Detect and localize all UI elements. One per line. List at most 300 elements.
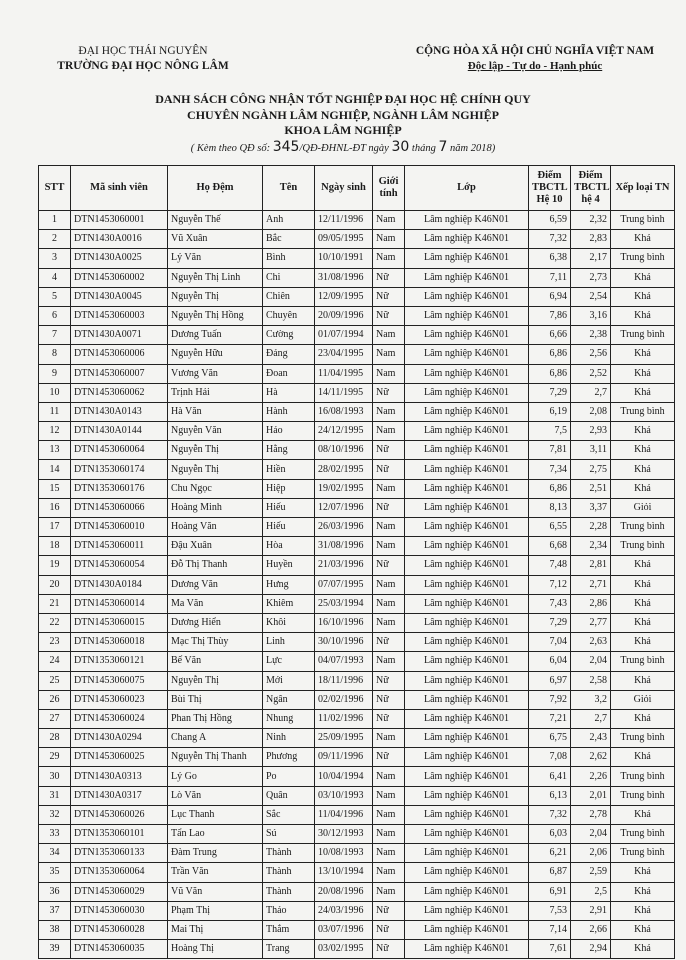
cell-stt: 38 — [39, 920, 71, 939]
cell-rank: Giỏi — [611, 498, 675, 517]
cell-class: Lâm nghiệp K46N01 — [405, 882, 529, 901]
table-row — [39, 613, 675, 632]
cell-name: Cường — [263, 326, 315, 345]
cell-rank: Khá — [611, 748, 675, 767]
cell-student-id: DTN1453060015 — [71, 613, 168, 632]
cell-student-id: DTN1453060054 — [71, 556, 168, 575]
cell-gpa10: 6,21 — [529, 844, 571, 863]
cell-class: Lâm nghiệp K46N01 — [405, 940, 529, 959]
cell-class: Lâm nghiệp K46N01 — [405, 306, 529, 325]
cell-gpa10: 7,08 — [529, 748, 571, 767]
table-row — [39, 920, 675, 939]
cell-dob: 04/07/1993 — [315, 652, 373, 671]
table-row — [39, 556, 675, 575]
cell-gpa10: 6,59 — [529, 211, 571, 230]
cell-dob: 12/07/1996 — [315, 498, 373, 517]
table-row — [39, 230, 675, 249]
cell-dob: 20/08/1996 — [315, 882, 373, 901]
cell-name: Thắm — [263, 920, 315, 939]
cell-dob: 28/02/1995 — [315, 460, 373, 479]
cell-gpa10: 7,61 — [529, 940, 571, 959]
cell-gender: Nữ — [373, 690, 405, 709]
cell-gpa4: 2,32 — [571, 211, 611, 230]
cell-class: Lâm nghiệp K46N01 — [405, 287, 529, 306]
table-row — [39, 537, 675, 556]
cell-gpa4: 2,66 — [571, 920, 611, 939]
cell-student-id: DTN1453060007 — [71, 364, 168, 383]
col-rank: Xếp loại TN — [611, 166, 675, 211]
cell-student-id: DTN1453060062 — [71, 383, 168, 402]
cell-student-id: DTN1353060101 — [71, 825, 168, 844]
cell-dob: 11/04/1995 — [315, 364, 373, 383]
cell-student-id: DTN1430A0144 — [71, 422, 168, 441]
cell-student-id: DTN1430A0016 — [71, 230, 168, 249]
cell-class: Lâm nghiệp K46N01 — [405, 767, 529, 786]
cell-gpa4: 3,11 — [571, 441, 611, 460]
cell-dob: 03/02/1995 — [315, 940, 373, 959]
cell-dob: 16/10/1996 — [315, 613, 373, 632]
cell-surname: Trịnh Hải — [168, 383, 263, 402]
cell-gpa4: 2,54 — [571, 287, 611, 306]
cell-gender: Nữ — [373, 633, 405, 652]
cell-rank: Khá — [611, 422, 675, 441]
cell-stt: 26 — [39, 690, 71, 709]
cell-gender: Nữ — [373, 901, 405, 920]
cell-dob: 11/02/1996 — [315, 709, 373, 728]
cell-rank: Khá — [611, 460, 675, 479]
cell-gender: Nam — [373, 230, 405, 249]
cell-gpa4: 2,26 — [571, 767, 611, 786]
table-row — [39, 882, 675, 901]
table-row — [39, 671, 675, 690]
cell-dob: 30/10/1996 — [315, 633, 373, 652]
cell-gpa4: 2,43 — [571, 729, 611, 748]
cell-name: Hảo — [263, 422, 315, 441]
cell-gpa10: 7,14 — [529, 920, 571, 939]
cell-gpa10: 6,04 — [529, 652, 571, 671]
cell-gender: Nam — [373, 882, 405, 901]
cell-surname: Bế Văn — [168, 652, 263, 671]
note-mid-1: /QĐ-ĐHNL-ĐT ngày — [299, 142, 389, 154]
cell-dob: 08/10/1996 — [315, 441, 373, 460]
cell-dob: 09/11/1996 — [315, 748, 373, 767]
cell-surname: Trần Văn — [168, 863, 263, 882]
cell-gpa10: 7,81 — [529, 441, 571, 460]
cell-class: Lâm nghiệp K46N01 — [405, 230, 529, 249]
cell-surname: Vũ Xuân — [168, 230, 263, 249]
table-row — [39, 306, 675, 325]
cell-rank: Khá — [611, 633, 675, 652]
title-line-1: DANH SÁCH CÔNG NHẬN TỐT NGHIỆP ĐẠI HỌC HỆ CHÍNH QUY — [155, 92, 531, 106]
cell-dob: 19/02/1995 — [315, 479, 373, 498]
cell-name: Hiếu — [263, 498, 315, 517]
col-gpa4: Điểm TBCTL hệ 4 — [571, 166, 611, 211]
cell-stt: 13 — [39, 441, 71, 460]
cell-rank: Trung bình — [611, 402, 675, 421]
cell-gpa10: 7,29 — [529, 613, 571, 632]
cell-gpa10: 7,48 — [529, 556, 571, 575]
cell-rank: Trung bình — [611, 249, 675, 268]
cell-class: Lâm nghiệp K46N01 — [405, 479, 529, 498]
table-row — [39, 709, 675, 728]
cell-surname: Dương Văn — [168, 575, 263, 594]
cell-student-id: DTN1453060075 — [71, 671, 168, 690]
cell-rank: Trung bình — [611, 518, 675, 537]
cell-surname: Đàm Trung — [168, 844, 263, 863]
graduates-table — [38, 165, 675, 959]
table-row — [39, 345, 675, 364]
table-row — [39, 844, 675, 863]
cell-gender: Nam — [373, 575, 405, 594]
cell-gender: Nam — [373, 786, 405, 805]
table-row — [39, 326, 675, 345]
cell-gpa4: 2,81 — [571, 556, 611, 575]
cell-gpa4: 2,52 — [571, 364, 611, 383]
cell-surname: Nguyễn Thị Thanh — [168, 748, 263, 767]
cell-class: Lâm nghiệp K46N01 — [405, 709, 529, 728]
col-name: Tên — [263, 166, 315, 211]
cell-surname: Bùi Thị — [168, 690, 263, 709]
cell-gpa4: 2,59 — [571, 863, 611, 882]
cell-surname: Ma Văn — [168, 594, 263, 613]
cell-stt: 11 — [39, 402, 71, 421]
cell-gender: Nam — [373, 345, 405, 364]
cell-student-id: DTN1453060001 — [71, 211, 168, 230]
cell-dob: 12/11/1996 — [315, 211, 373, 230]
table-row — [39, 805, 675, 824]
cell-student-id: DTN1453060014 — [71, 594, 168, 613]
cell-stt: 20 — [39, 575, 71, 594]
cell-class: Lâm nghiệp K46N01 — [405, 460, 529, 479]
cell-class: Lâm nghiệp K46N01 — [405, 345, 529, 364]
cell-class: Lâm nghiệp K46N01 — [405, 364, 529, 383]
cell-name: Hiệp — [263, 479, 315, 498]
cell-gpa10: 7,92 — [529, 690, 571, 709]
cell-stt: 25 — [39, 671, 71, 690]
title-line-2: CHUYÊN NGÀNH LÂM NGHIỆP, NGÀNH LÂM NGHIỆP — [187, 107, 499, 122]
cell-stt: 22 — [39, 613, 71, 632]
cell-surname: Đậu Xuân — [168, 537, 263, 556]
cell-surname: Nguyễn Hữu — [168, 345, 263, 364]
cell-student-id: DTN1453060066 — [71, 498, 168, 517]
cell-dob: 03/10/1993 — [315, 786, 373, 805]
cell-gender: Nam — [373, 594, 405, 613]
cell-gender: Nam — [373, 479, 405, 498]
cell-class: Lâm nghiệp K46N01 — [405, 901, 529, 920]
cell-gpa10: 7,21 — [529, 709, 571, 728]
cell-gpa10: 6,86 — [529, 479, 571, 498]
cell-rank: Khá — [611, 575, 675, 594]
cell-gpa10: 6,66 — [529, 326, 571, 345]
cell-rank: Giỏi — [611, 690, 675, 709]
cell-gpa4: 2,94 — [571, 940, 611, 959]
cell-surname: Đỗ Thị Thanh — [168, 556, 263, 575]
cell-rank: Khá — [611, 306, 675, 325]
cell-student-id: DTN1430A0317 — [71, 786, 168, 805]
cell-gpa10: 6,86 — [529, 345, 571, 364]
cell-name: Mới — [263, 671, 315, 690]
country-name: CỘNG HÒA XÃ HỘI CHỦ NGHĨA VIỆT NAM — [415, 45, 655, 57]
cell-dob: 01/07/1994 — [315, 326, 373, 345]
table-row — [39, 575, 675, 594]
cell-rank: Khá — [611, 345, 675, 364]
cell-student-id: DTN1353060176 — [71, 479, 168, 498]
cell-rank: Khá — [611, 230, 675, 249]
cell-name: Bình — [263, 249, 315, 268]
col-gpa10: Điểm TBCTL Hệ 10 — [529, 166, 571, 211]
cell-name: Trang — [263, 940, 315, 959]
cell-surname: Chang A — [168, 729, 263, 748]
table-row — [39, 767, 675, 786]
cell-stt: 14 — [39, 460, 71, 479]
cell-gpa4: 2,78 — [571, 805, 611, 824]
table-row — [39, 729, 675, 748]
cell-gender: Nam — [373, 402, 405, 421]
cell-rank: Khá — [611, 594, 675, 613]
cell-stt: 21 — [39, 594, 71, 613]
cell-gender: Nam — [373, 326, 405, 345]
cell-gender: Nam — [373, 825, 405, 844]
cell-gender: Nam — [373, 729, 405, 748]
cell-surname: Nguyễn Thị — [168, 287, 263, 306]
cell-gender: Nữ — [373, 287, 405, 306]
cell-gender: Nam — [373, 518, 405, 537]
cell-gpa4: 2,06 — [571, 844, 611, 863]
table-row — [39, 594, 675, 613]
cell-student-id: DTN1453060003 — [71, 306, 168, 325]
cell-dob: 31/08/1996 — [315, 268, 373, 287]
cell-gpa4: 2,51 — [571, 479, 611, 498]
cell-gpa4: 2,7 — [571, 709, 611, 728]
table-row — [39, 460, 675, 479]
cell-class: Lâm nghiệp K46N01 — [405, 498, 529, 517]
cell-student-id: DTN1453060006 — [71, 345, 168, 364]
cell-name: Chiên — [263, 287, 315, 306]
decision-note — [0, 139, 686, 157]
cell-name: Hòa — [263, 537, 315, 556]
cell-rank: Khá — [611, 940, 675, 959]
cell-gender: Nam — [373, 652, 405, 671]
cell-class: Lâm nghiệp K46N01 — [405, 518, 529, 537]
cell-rank: Khá — [611, 671, 675, 690]
cell-surname: Hoàng Minh — [168, 498, 263, 517]
col-class: Lớp — [405, 166, 529, 211]
cell-surname: Mai Thị — [168, 920, 263, 939]
cell-surname: Vũ Văn — [168, 882, 263, 901]
cell-gpa10: 6,13 — [529, 786, 571, 805]
cell-gender: Nam — [373, 805, 405, 824]
cell-gpa10: 7,5 — [529, 422, 571, 441]
cell-dob: 14/11/1995 — [315, 383, 373, 402]
table-row — [39, 748, 675, 767]
cell-class: Lâm nghiệp K46N01 — [405, 805, 529, 824]
cell-name: Chuyên — [263, 306, 315, 325]
cell-gender: Nam — [373, 364, 405, 383]
cell-gpa4: 2,93 — [571, 422, 611, 441]
cell-stt: 23 — [39, 633, 71, 652]
cell-name: Hành — [263, 402, 315, 421]
cell-surname: Nguyễn Thế — [168, 211, 263, 230]
cell-surname: Hoàng Thị — [168, 940, 263, 959]
cell-dob: 21/03/1996 — [315, 556, 373, 575]
cell-student-id: DTN1353060133 — [71, 844, 168, 863]
cell-gpa4: 2,75 — [571, 460, 611, 479]
cell-gender: Nữ — [373, 460, 405, 479]
cell-class: Lâm nghiệp K46N01 — [405, 920, 529, 939]
cell-gpa10: 7,34 — [529, 460, 571, 479]
cell-gpa4: 2,62 — [571, 748, 611, 767]
cell-class: Lâm nghiệp K46N01 — [405, 422, 529, 441]
cell-class: Lâm nghiệp K46N01 — [405, 748, 529, 767]
cell-name: Quân — [263, 786, 315, 805]
cell-student-id: DTN1453060030 — [71, 901, 168, 920]
cell-surname: Nguyễn Thị — [168, 441, 263, 460]
cell-gpa4: 2,58 — [571, 671, 611, 690]
cell-gpa4: 2,04 — [571, 652, 611, 671]
cell-stt: 35 — [39, 863, 71, 882]
cell-gpa10: 6,55 — [529, 518, 571, 537]
cell-name: Ngân — [263, 690, 315, 709]
cell-gender: Nữ — [373, 498, 405, 517]
cell-class: Lâm nghiệp K46N01 — [405, 690, 529, 709]
cell-name: Phương — [263, 748, 315, 767]
cell-surname: Tẩn Lao — [168, 825, 263, 844]
cell-stt: 27 — [39, 709, 71, 728]
cell-surname: Nguyễn Thị — [168, 671, 263, 690]
cell-stt: 19 — [39, 556, 71, 575]
cell-surname: Mạc Thị Thùy — [168, 633, 263, 652]
cell-name: Hưng — [263, 575, 315, 594]
cell-gender: Nữ — [373, 441, 405, 460]
cell-rank: Khá — [611, 920, 675, 939]
cell-rank: Trung bình — [611, 825, 675, 844]
cell-surname: Phạm Thị — [168, 901, 263, 920]
cell-dob: 25/09/1995 — [315, 729, 373, 748]
cell-surname: Dương Hiển — [168, 613, 263, 632]
cell-gpa10: 6,94 — [529, 287, 571, 306]
table-row — [39, 441, 675, 460]
cell-dob: 25/03/1994 — [315, 594, 373, 613]
cell-gpa4: 2,91 — [571, 901, 611, 920]
cell-dob: 18/11/1996 — [315, 671, 373, 690]
cell-dob: 03/07/1996 — [315, 920, 373, 939]
cell-gpa4: 2,63 — [571, 633, 611, 652]
cell-class: Lâm nghiệp K46N01 — [405, 825, 529, 844]
cell-rank: Khá — [611, 383, 675, 402]
cell-gender: Nữ — [373, 671, 405, 690]
cell-student-id: DTN1453060010 — [71, 518, 168, 537]
cell-gender: Nam — [373, 863, 405, 882]
cell-dob: 02/02/1996 — [315, 690, 373, 709]
cell-surname: Vương Văn — [168, 364, 263, 383]
cell-student-id: DTN1430A0294 — [71, 729, 168, 748]
cell-name: Hiền — [263, 460, 315, 479]
cell-rank: Trung bình — [611, 211, 675, 230]
cell-gpa4: 3,37 — [571, 498, 611, 517]
cell-rank: Trung bình — [611, 767, 675, 786]
cell-stt: 34 — [39, 844, 71, 863]
cell-gpa10: 7,11 — [529, 268, 571, 287]
cell-rank: Khá — [611, 556, 675, 575]
decision-month: 7 — [438, 138, 448, 155]
cell-rank: Khá — [611, 863, 675, 882]
table-row — [39, 652, 675, 671]
table-row — [39, 211, 675, 230]
cell-gpa4: 2,5 — [571, 882, 611, 901]
cell-class: Lâm nghiệp K46N01 — [405, 633, 529, 652]
cell-stt: 12 — [39, 422, 71, 441]
cell-class: Lâm nghiệp K46N01 — [405, 613, 529, 632]
cell-gpa4: 2,28 — [571, 518, 611, 537]
cell-class: Lâm nghiệp K46N01 — [405, 863, 529, 882]
col-surname: Họ Đệm — [168, 166, 263, 211]
cell-class: Lâm nghiệp K46N01 — [405, 729, 529, 748]
cell-rank: Khá — [611, 709, 675, 728]
cell-name: Anh — [263, 211, 315, 230]
cell-dob: 10/04/1994 — [315, 767, 373, 786]
cell-name: Thành — [263, 882, 315, 901]
cell-dob: 23/04/1995 — [315, 345, 373, 364]
cell-rank: Khá — [611, 364, 675, 383]
cell-dob: 12/09/1995 — [315, 287, 373, 306]
cell-gpa4: 3,16 — [571, 306, 611, 325]
cell-rank: Khá — [611, 479, 675, 498]
cell-gpa4: 2,04 — [571, 825, 611, 844]
cell-surname: Nguyễn Thị Linh — [168, 268, 263, 287]
cell-rank: Trung bình — [611, 786, 675, 805]
cell-gpa4: 2,34 — [571, 537, 611, 556]
cell-stt: 24 — [39, 652, 71, 671]
cell-name: Hiếu — [263, 518, 315, 537]
cell-name: Thành — [263, 844, 315, 863]
cell-rank: Trung bình — [611, 729, 675, 748]
cell-name: Thảo — [263, 901, 315, 920]
cell-student-id: DTN1453060023 — [71, 690, 168, 709]
cell-class: Lâm nghiệp K46N01 — [405, 268, 529, 287]
cell-name: Hằng — [263, 441, 315, 460]
cell-name: Đoan — [263, 364, 315, 383]
cell-class: Lâm nghiệp K46N01 — [405, 211, 529, 230]
cell-dob: 07/07/1995 — [315, 575, 373, 594]
table-row — [39, 249, 675, 268]
cell-gender: Nam — [373, 422, 405, 441]
cell-dob: 16/08/1993 — [315, 402, 373, 421]
cell-name: Thành — [263, 863, 315, 882]
cell-class: Lâm nghiệp K46N01 — [405, 594, 529, 613]
cell-stt: 9 — [39, 364, 71, 383]
cell-student-id: DTN1453060035 — [71, 940, 168, 959]
cell-name: Nhung — [263, 709, 315, 728]
cell-gender: Nam — [373, 767, 405, 786]
cell-rank: Trung bình — [611, 844, 675, 863]
cell-gpa4: 3,2 — [571, 690, 611, 709]
motto: Độc lập - Tự do - Hạnh phúc — [467, 60, 603, 72]
cell-gpa10: 7,29 — [529, 383, 571, 402]
cell-student-id: DTN1430A0045 — [71, 287, 168, 306]
cell-surname: Nguyễn Văn — [168, 422, 263, 441]
cell-student-id: DTN1453060064 — [71, 441, 168, 460]
cell-gpa10: 6,38 — [529, 249, 571, 268]
table-row — [39, 940, 675, 959]
cell-dob: 11/04/1996 — [315, 805, 373, 824]
cell-gender: Nữ — [373, 940, 405, 959]
cell-rank: Trung bình — [611, 537, 675, 556]
cell-student-id: DTN1353060121 — [71, 652, 168, 671]
cell-surname: Lò Văn — [168, 786, 263, 805]
cell-name: Po — [263, 767, 315, 786]
cell-name: Sắc — [263, 805, 315, 824]
cell-student-id: DTN1453060018 — [71, 633, 168, 652]
